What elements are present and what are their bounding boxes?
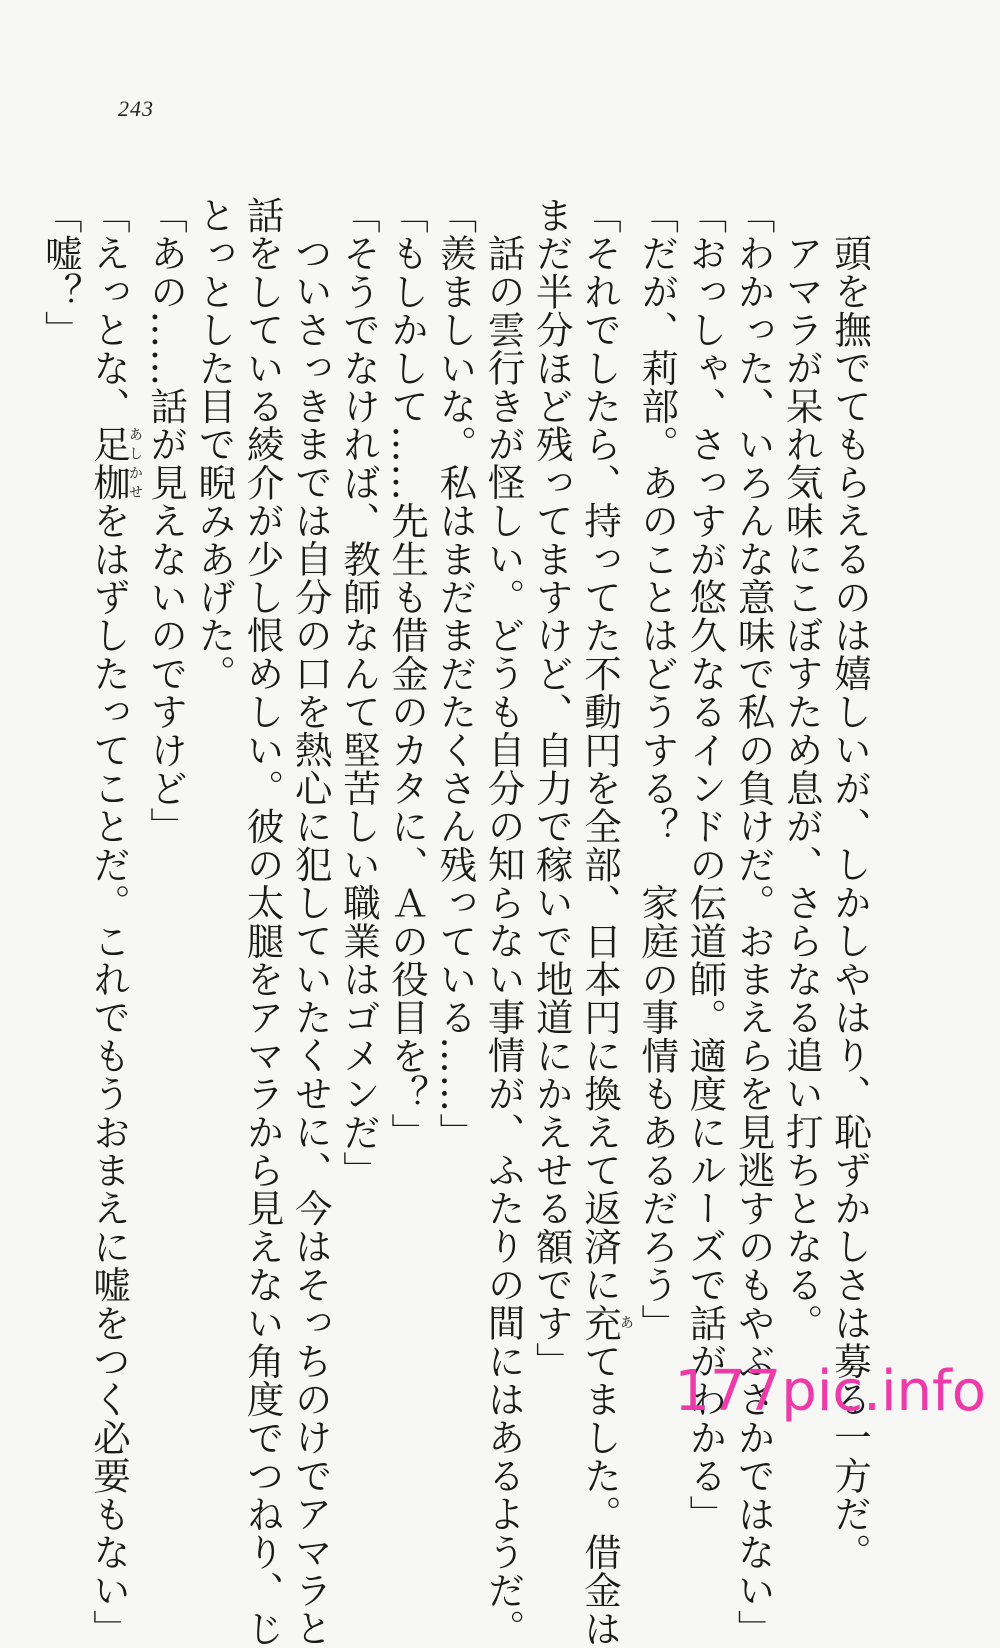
text-line: 「嘘？」 <box>38 196 83 349</box>
furigana-ruby: 足枷あしかせ <box>86 425 143 502</box>
text-line: 「おっしゃ、さっすが悠久なるインドの伝道師。適度にルーズで話がわかる」 <box>683 196 728 1533</box>
furigana-reading: あしかせ <box>126 425 143 502</box>
text-line: 「だが、莉部。あのことはどうする？ 家庭の事情もあるだろう」 <box>635 196 680 1342</box>
text-line: ついさっきまでは自分の口を熱心に犯していたくせに、今はそっちのけでアマラと <box>288 233 333 1647</box>
text-line-with-ruby <box>576 196 634 1648</box>
furigana-ruby: 充あ <box>577 1303 634 1343</box>
text-line: 「もしかして……先生も借金のカタに、Ａの役目を？」 <box>385 196 430 1151</box>
text-line: 「あの……話が見えないのですけど」 <box>144 196 189 846</box>
furigana-reading: あ <box>617 1303 634 1342</box>
text-line: 「そうでなければ、教師なんて堅苦しい職業はゴメンだ」 <box>336 196 381 1190</box>
line-segment: 「それでしたら、持ってた不動円を全部、日本円に換えて返済に <box>577 196 622 1304</box>
text-line: 話の雲行きが怪しい。どうも自分の知らない事情が、ふたりの間にはあるようだ。 <box>481 233 526 1647</box>
text-line: とっとした目で睨みあげた。 <box>192 196 237 693</box>
watermark-text: 177pic.info <box>674 1359 986 1424</box>
text-line: アマラが呆れ気味にこぼすため息が、さらなる追い打ちとなる。 <box>779 233 824 1342</box>
text-line: まだ半分ほど残ってますけど、自力で稼いで地道にかえせる額です」 <box>529 196 574 1381</box>
text-line-with-ruby <box>85 196 143 1648</box>
text-line: 話をしている綾介が少し恨めしい。彼の太腿をアマラから見えない角度でつねり、じ <box>240 196 285 1648</box>
line-segment: をはずしたってことだ。これでもうおまえに嘘をつく必要もない」 <box>86 501 131 1648</box>
text-line: 「わかった、いろんな意味で私の負けだ。おまえらを見逃すのもやぶさかではない」 <box>731 196 776 1648</box>
page-number: 243 <box>118 96 154 121</box>
text-line: 「羨ましいな。私はまだまだたくさん残っている……」 <box>433 196 478 1151</box>
text-line: 頭を撫でてもらえるのは嬉しいが、しかしやはり、恥ずかしさは募る一方だ。 <box>828 233 872 1571</box>
line-segment: てました。借金は <box>577 1342 622 1648</box>
line-segment: 「えっとな、 <box>86 196 131 426</box>
